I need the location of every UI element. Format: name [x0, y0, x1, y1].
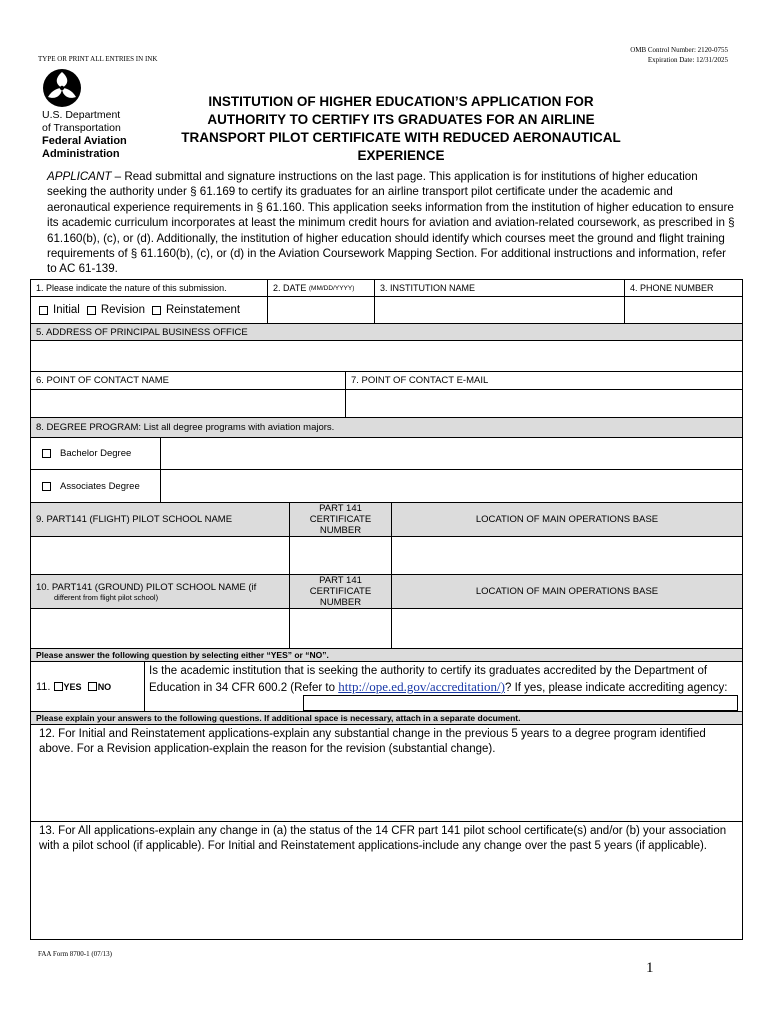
expiration-date: Expiration Date: 12/31/2025: [647, 56, 728, 64]
location-label-9: LOCATION OF MAIN OPERATIONS BASE: [475, 514, 659, 525]
dot-logo-icon: [42, 68, 82, 108]
q11-no-checkbox[interactable]: [88, 682, 97, 691]
reinstatement-label: Reinstatement: [165, 304, 241, 316]
bachelor-option: [31, 438, 161, 469]
intro-text: – Read submittal and signature instructions on the last page. This application is for institutions of higher education seeking the authority under § 61.169 to certify its graduates for an airline transport pilot certificate under the academic and aeronautical experience requirements in § 61.160. This application seeks information from the institution of higher education to ensure its academic curriculum incorporates at least the minimum credit hours for aviation and aviation-related coursework, as prescribed in § 61.160(b), (c), or (d). Additionally, the institution of higher education should identify which courses meet the ground and flight training requirements of § 61.160(b), (c), or (d) in the Aviation Coursework Mapping Section. For additional instructions and information, refer to AC 61-139.: [47, 170, 735, 276]
field-10-title: 10. PART141 (GROUND) PILOT SCHOOL NAME (if: [36, 581, 257, 593]
q12-text: 12. For Initial and Reinstatement applications-explain any substantial change in the previous 5 years to a degree program identified above. For a Revision application-explain the reason for the revision (substantial change).: [39, 728, 706, 755]
revision-checkbox[interactable]: [87, 306, 96, 315]
phone-number-input[interactable]: [625, 297, 742, 323]
row-bachelor: [31, 438, 742, 470]
cert-label-c: NUMBER: [319, 525, 362, 536]
cert-label-c: NUMBER: [319, 597, 362, 608]
bachelor-programs-input[interactable]: [161, 438, 742, 469]
initial-label: Initial: [53, 304, 80, 316]
yesno-instruction: Please answer the following question by selecting either “YES” or “NO”.: [36, 650, 329, 660]
reinstatement-checkbox[interactable]: [152, 306, 161, 315]
field-5-label: 5. ADDRESS OF PRINCIPAL BUSINESS OFFICE: [36, 326, 248, 338]
accrediting-agency-input[interactable]: [303, 695, 738, 711]
field-6-label: 6. POINT OF CONTACT NAME: [31, 372, 346, 389]
institution-name-input[interactable]: [375, 297, 625, 323]
row-field-5: [31, 324, 742, 341]
cert-number-label-10: [290, 575, 392, 608]
bachelor-label: Bachelor Degree: [60, 448, 132, 459]
field-2-title: 2. DATE: [273, 283, 307, 293]
title-line-2: AUTHORITY TO CERTIFY ITS GRADUATES FOR AN AIRLINE: [207, 112, 595, 127]
row-fields-1-4: [31, 280, 742, 297]
initial-checkbox[interactable]: [39, 306, 48, 315]
q13-text: 13. For All applications-explain any change in (a) the status of the 14 CFR part 141 pilot school certificate(s) and/or (b) your association with a pilot school (if applicable). For Initial and Reinstatement applications-include any change over the past 5 years (if applicable).: [39, 825, 727, 852]
submission-options: [31, 297, 268, 323]
associates-option: [31, 470, 161, 502]
row-field-10: [31, 575, 742, 609]
q11-options: [31, 662, 145, 711]
ground-location-input[interactable]: [392, 609, 742, 648]
cert-label-a: PART 141: [319, 503, 362, 514]
row-question-13: [31, 822, 742, 939]
q11-yes-label: YES: [63, 681, 82, 692]
field-9-label: 9. PART141 (FLIGHT) PILOT SCHOOL NAME: [31, 503, 290, 536]
form-number: FAA Form 8700-1 (07/13): [38, 950, 112, 958]
location-label-10: LOCATION OF MAIN OPERATIONS BASE: [475, 586, 659, 597]
field-1-label: 1. Please indicate the nature of this submission.: [31, 280, 268, 296]
field-2-format: (MM/DD/YYYY): [308, 284, 355, 292]
associates-label: Associates Degree: [60, 480, 140, 492]
row-question-11: [31, 662, 742, 712]
cert-label-b: CERTIFICATE: [309, 586, 372, 597]
omb-control-number: OMB Control Number: 2120-0755: [630, 46, 728, 54]
bachelor-checkbox[interactable]: [42, 449, 51, 458]
address-input[interactable]: [31, 341, 742, 371]
ground-cert-number-input[interactable]: [290, 609, 392, 648]
row-question-12: [31, 725, 742, 822]
ground-school-name-input[interactable]: [31, 609, 290, 648]
field-4-label: 4. PHONE NUMBER: [630, 283, 714, 293]
accreditation-link[interactable]: http://ope.ed.gov/accreditation/): [338, 679, 505, 694]
q11-no-label: NO: [97, 681, 112, 692]
title-line-3: TRANSPORT PILOT CERTIFICATE WITH REDUCED AERONAUTICAL: [181, 130, 621, 145]
row-field-8: [31, 418, 742, 438]
page-title: [140, 93, 662, 165]
field-2-label: [268, 280, 375, 296]
field-7-label: 7. POINT OF CONTACT E-MAIL: [351, 375, 489, 386]
q11-text-part-a: Is the academic institution that is seeking the authority to certify its graduates accredited by the Department of Education in 34 CFR 600.2 (Refer to: [149, 665, 708, 694]
date-input[interactable]: [268, 297, 375, 323]
flight-school-name-input[interactable]: [31, 537, 290, 574]
associates-checkbox[interactable]: [42, 482, 51, 491]
field-8-label: 8. DEGREE PROGRAM: List all degree programs with aviation majors.: [36, 422, 335, 433]
cert-label-a: PART 141: [319, 575, 362, 586]
row-inputs-10: [31, 609, 742, 649]
row-field-9: [31, 503, 742, 537]
q11-yes-checkbox[interactable]: [54, 682, 63, 691]
q11-number: 11.: [36, 680, 51, 693]
agency-line-4: Administration: [42, 148, 120, 160]
flight-cert-number-input[interactable]: [290, 537, 392, 574]
row-inputs-6-7: [31, 390, 742, 418]
q11-text: [145, 662, 742, 711]
explain-instruction: Please explain your answers to the following questions. If additional space is necessary, attach in a separate document.: [36, 713, 521, 723]
row-explain-instruction: [31, 712, 742, 725]
field-10-subtitle: different from flight pilot school): [54, 592, 159, 602]
type-print-note: TYPE OR PRINT ALL ENTRIES IN INK: [38, 55, 158, 63]
row-inputs-9: [31, 537, 742, 575]
agency-block: [42, 109, 127, 161]
row-input-5: [31, 341, 742, 372]
contact-name-input[interactable]: [31, 390, 346, 417]
agency-line-2: of Transportation: [42, 122, 121, 134]
agency-line-3: Federal Aviation: [42, 135, 127, 147]
agency-line-1: U.S. Department: [42, 109, 121, 121]
field-3-label: 3. INSTITUTION NAME: [375, 280, 625, 296]
cert-number-label-9: [290, 503, 392, 536]
application-form: [30, 279, 743, 940]
intro-lead: APPLICANT: [47, 170, 112, 183]
associates-programs-input[interactable]: [161, 470, 742, 502]
title-line-1: INSTITUTION OF HIGHER EDUCATION’S APPLICATION FOR: [208, 94, 594, 109]
q11-text-part-b: ? If yes, please indicate accrediting agency:: [505, 682, 728, 694]
revision-label: Revision: [100, 304, 145, 316]
field-10-label: [31, 575, 290, 608]
contact-email-input[interactable]: [346, 390, 742, 417]
title-line-4: EXPERIENCE: [357, 148, 445, 163]
row-fields-6-7: [31, 372, 742, 390]
page-number: 1: [646, 960, 654, 976]
row-yesno-instruction: [31, 649, 742, 662]
row-inputs-1-4: [31, 297, 742, 324]
cert-label-b: CERTIFICATE: [309, 514, 372, 525]
intro-paragraph: [47, 169, 737, 277]
flight-location-input[interactable]: [392, 537, 742, 574]
row-associates: [31, 470, 742, 503]
